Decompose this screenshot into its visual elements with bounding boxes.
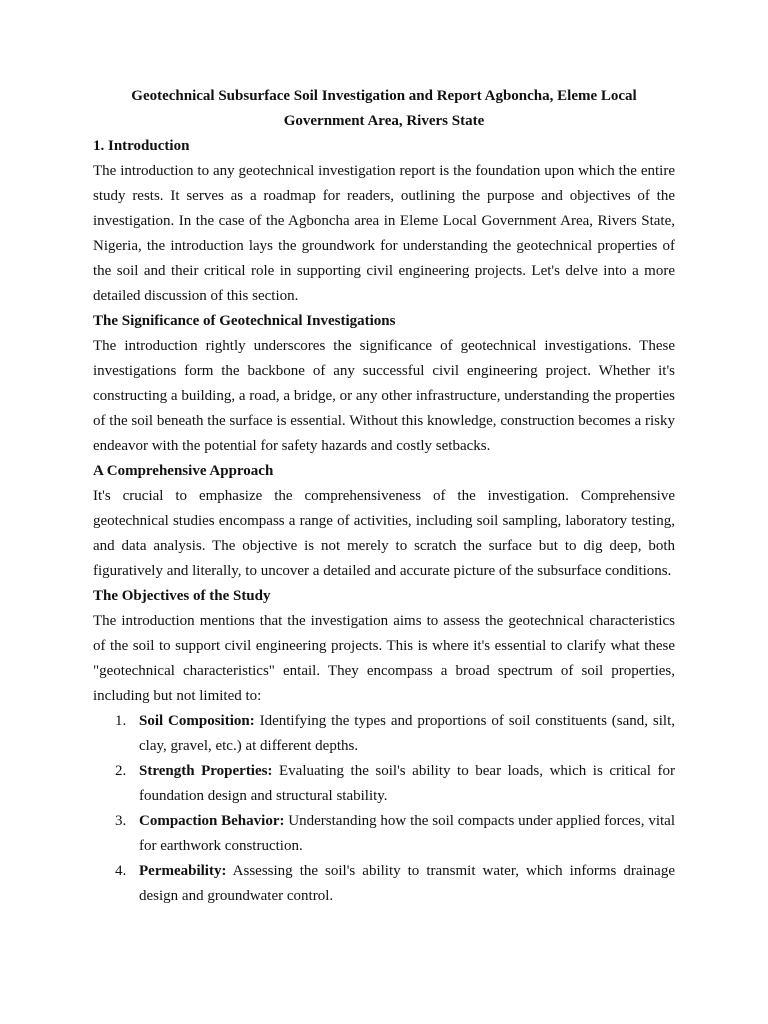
document-body [93,84,675,909]
soil-properties-list [93,709,675,909]
list-item-number: 3. [115,813,127,829]
objectives-paragraph: The introduction mentions that the investigation aims to assess the geotechnical characteristics of the soil to support civil engineering projects. This is where it's essential to clarify what these "geotechnical characteristics" entail. They encompass a broad spectrum of soil properties, including but not limited to: [93,613,675,704]
intro-paragraph: The introduction to any geotechnical investigation report is the foundation upon which the entire study rests. It serves as a roadmap for readers, outlining the purpose and objectives of the investigation. In the case of the Agboncha area in Eleme Local Government Area, Rivers State, Nigeria, the introduction lays the groundwork for understanding the geotechnical properties of the soil and their critical role in supporting civil engineering projects. Let's delve into a more detailed discussion of this section. [93,163,675,304]
significance-heading: The Significance of Geotechnical Investigations [93,313,396,329]
list-item-term: Permeability: [139,863,227,879]
list-item-number: 1. [115,713,127,729]
list-item-number: 2. [115,763,127,779]
list-item [93,759,675,809]
document-title: Geotechnical Subsurface Soil Investigation and Report Agboncha, Eleme Local Government Area, Rivers State [131,88,637,129]
list-item-term: Strength Properties: [139,763,273,779]
list-item-description: Assessing the soil's ability to transmit water, which informs drainage design and groundwater control. [139,863,675,904]
objectives-heading: The Objectives of the Study [93,588,271,604]
list-item-term: Soil Composition: [139,713,255,729]
list-item [93,859,675,909]
section-heading: 1. Introduction [93,138,190,154]
list-item-description: Identifying the types and proportions of soil constituents (sand, silt, clay, gravel, etc.) at different depths. [139,713,675,754]
list-item-number: 4. [115,863,127,879]
approach-paragraph: It's crucial to emphasize the comprehensiveness of the investigation. Comprehensive geotechnical studies encompass a range of activities, including soil sampling, laboratory testing, and data analysis. The objective is not merely to scratch the surface but to dig deep, both figuratively and literally, to uncover a detailed and accurate picture of the subsurface conditions. [93,488,675,579]
significance-paragraph: The introduction rightly underscores the significance of geotechnical investigations. These investigations form the backbone of any successful civil engineering project. Whether it's constructing a building, a road, a bridge, or any other infrastructure, understanding the properties of the soil beneath the surface is essential. Without this knowledge, construction becomes a risky endeavor with the potential for safety hazards and costly setbacks. [93,338,675,454]
list-item-description: Evaluating the soil's ability to bear loads, which is critical for foundation design and structural stability. [139,763,675,804]
list-item-description: Understanding how the soil compacts under applied forces, vital for earthwork construction. [139,813,675,854]
list-item [93,809,675,859]
list-item [93,709,675,759]
approach-heading: A Comprehensive Approach [93,463,274,479]
list-item-term: Compaction Behavior: [139,813,285,829]
